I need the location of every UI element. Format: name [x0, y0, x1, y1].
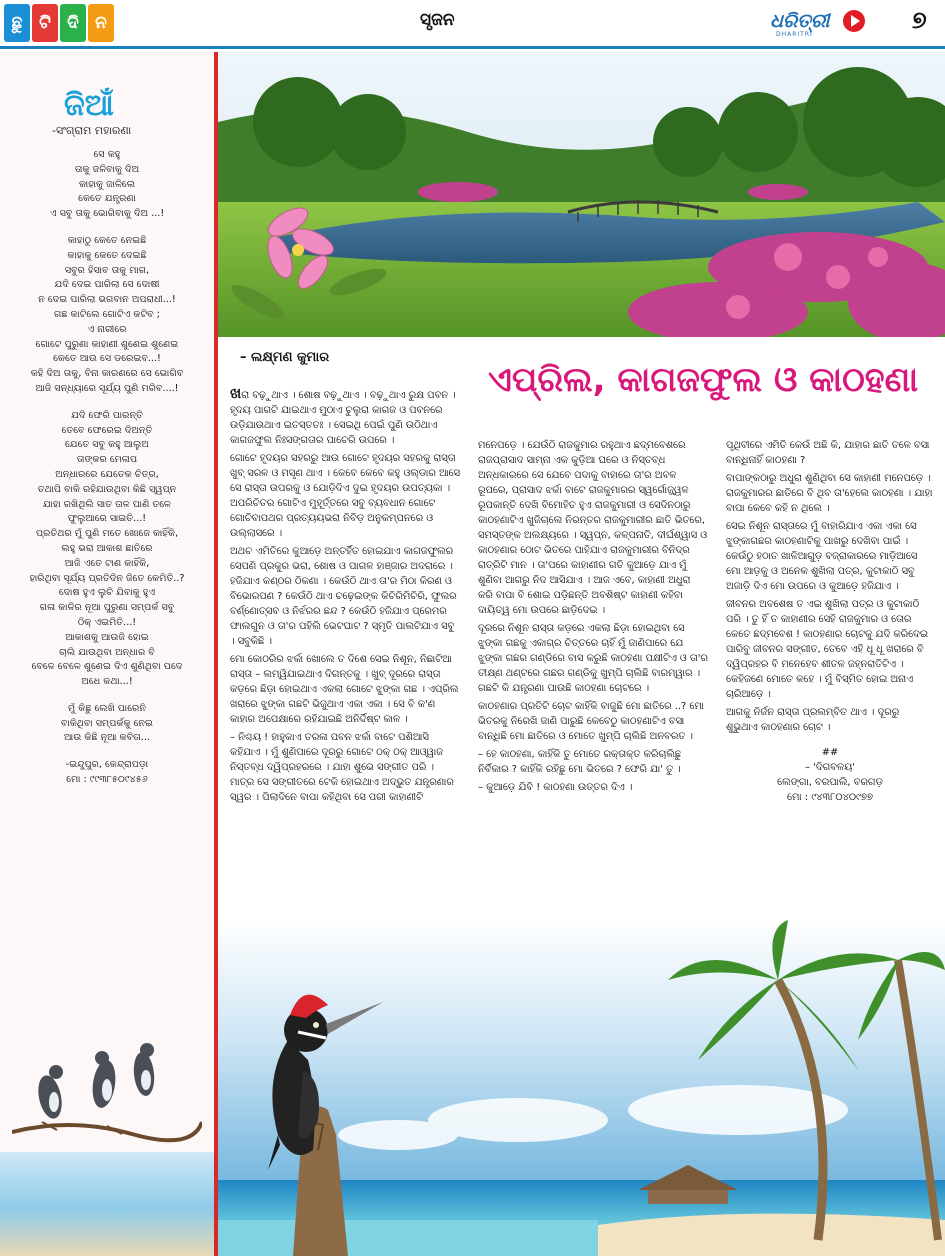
article-paragraph: ପୃଥିବୀରେ ଏମିତି କେଉଁ ଅଛି କି, ଯାହାର ଛାତି ତଳେ ବସା ବାନ୍ଧିନାହିଁ କାଠହଣା ?	[726, 440, 930, 466]
poem-line: ଗୋଟେ ପୁରୁଣା କାହାଣୀ ଶୁଣେଇ ଶୁଣେଇ	[35, 338, 179, 350]
poem-line: ଚାଲି ଯାଉଥିବା ଅନ୍ଧାର ବି	[59, 646, 155, 658]
article-paragraph: ଗୋଟେ ହୃଦୟର ସହରରୁ ଆଉ ଗୋଟେ ହୃଦୟର ସହରକୁ ରାସ୍ତା ଖୁବ୍ ସରଳ ଓ ମସୃଣ ଥାଏ । କେବେ କେବେ କହୁ ଓଲ୍ଡାର ଆସେ ସେ ରାସ୍ତା ଉପରକୁ ଓ ଯୋଡ଼ିଦିଏ ଦୁଇ ହୃଦୟର ଉପତ୍ୟକା । ଅପରିଚିତର ଗୋଟିଏ ମୁହୂର୍ତ୍ତରେ ସବୁ ବ୍ୟବଧାନ ଗୋଟେ ଗୋଚିବାପଥର ପ୍ରତ୍ୟୟଭରା ନିବିଡ଼ ଅନୁକମ୍ପନରେ ଓ ଉଲ୍ଲାସରେ ।	[230, 453, 460, 539]
poem-line: ଆଜି ଏତେ ଟାଣ କାହିଁକି,	[64, 557, 150, 569]
poem-line: କାହାକୁ ଜାଳିଲେ	[78, 178, 136, 190]
logo-letter: ଟି	[32, 4, 58, 42]
poem-line: ସେ କହୁ	[93, 149, 121, 160]
poem-line: ଗଳା କାଳିର ନୂଆ ପୁରୁଣା ସମ୍ପର୍କ ସବୁ	[39, 602, 175, 614]
poem-column	[0, 52, 218, 1256]
poem-line: ବେଳେ ବେଳେ ଶୁଣେଇ ଦିଏ ଶୁଣିଥିବା ପଦେ	[31, 661, 183, 673]
article-paragraph	[230, 386, 460, 448]
article-paragraph: ମୋ କୋଠରିର ଝର୍କା ଖୋଲେ ତ ଦିଶେ ସେଇ ନିଶୂନ, ନିଛାଟିଆ ରାସ୍ତା – ଲମ୍ୱିଯାଇଥାଏ ଦିଗନ୍ତକୁ । ଖୁବ୍ ଦୂରରେ ରାସ୍ତା କଡ଼ରେ ଛିଡ଼ା ହୋଇଥାଏ ଏକଲା ଗୋଟେ ଝୁଙ୍କା ଗଛ । ଏପ୍ରିଲ ଖରାରେ ଝୁଙ୍କା ଗଛଟି ଭିଜୁଥାଏ ଏକା ଏକା । ସେ ବି କ'ଣ କାହାର ଅପେକ୍ଷାରେ ରହିଯାଇଛି ଅନିର୍ଦ୍ଦିଷ୍ଟ କାଳ ।	[230, 654, 459, 725]
article-paragraph: କାଠହଣାର ପ୍ରତିଟି ଚୋଟ କାହିଁକି ବାଜୁଛି ମୋ ଛାତିରେ ..? ମୋ ଭିତରକୁ ନିରେଖି ଜାଣି ପାରୁଛି କେବେଠୁ କାଠହଣାଟିଏ ବସା ବାନ୍ଧିଛି ମୋ ଛାତିରେ ଓ ମୋତେ ଖୁମ୍ପି ଚାଲିଛି ଅନବରତ ।	[478, 701, 704, 742]
poem-line: କେତେ ଆଉ ସେ ଡରେଇବ...!	[53, 353, 161, 365]
poem-line: ସବୁର ହିସାବ ତାକୁ ମାଗ,	[64, 264, 150, 276]
section-mark: ##	[821, 747, 839, 758]
page-number: ୭	[912, 6, 927, 34]
beach-woodpecker-illustration	[218, 920, 945, 1256]
logo-letter: ଛୁ	[4, 4, 30, 42]
poem-line: ଫୁଲୁଆରେ ସାଇତି...!	[67, 513, 147, 525]
poem-line: -ଇନ୍ଦୁପୁର, କେନ୍ଦ୍ରାପଡ଼ା	[65, 759, 149, 771]
poem-title: ଜିଆଁ	[64, 88, 114, 123]
newspaper-name: ଧରିତ୍ରୀ	[770, 10, 830, 32]
author-phone: ମୋ : ୯୪୩୮୦୪୦୯୭୭	[787, 792, 873, 803]
article-paragraph: – କୁଆଡ଼େ ଯିବି ! କାଠହଣା ଉତ୍ତର ଦିଏ ।	[478, 782, 633, 793]
article-paragraph: ଆଗକୁ ନିର୍ଜନ ରାସ୍ତା ପ୍ରଲମ୍ବିତ ଥାଏ । ଦୂରରୁ ଶୁଭୁଥାଏ କାଠହଣାର ଚୋଟ ।	[726, 707, 900, 733]
poem-line: ଆଜି ସନ୍ଧ୍ୟାରେ ସୂର୍ଯ୍ୟ ପୁଣି ମରିବ....!	[35, 382, 179, 394]
article-paragraph: ସେଇ ନିଶୂନ ରାସ୍ତାରେ ମୁଁ ବାହାରିଯାଏ ଏକା ଏକା ସେ ଝୁଙ୍କାଗଛର କାଠହଣାଟିକୁ ପାଖରୁ ଦେଖିବା ପାଇଁ । କେଉଁଠୁ ହଠାତ ଖାଳିଆଗୁଡ଼ ବଜ୍ରାକାରରେ ମାଡ଼ିଆସେ ମୋ ଆଡ଼କୁ ଓ ଅନେକ ଶୁଖିଲା ପତ୍ର, କୁଟାକାଠି ସବୁ ଅଜାଡ଼ି ଦିଏ ମୋ ଉପରେ ଓ କୁଆଡ଼େ ହଜିଯାଏ ।	[726, 521, 918, 592]
poem-line: କାହାଠୁ କେତେ ନେଇଛି	[67, 234, 147, 246]
poem-line: କେତେ ଯନ୍ତ୍ରଣା	[78, 193, 136, 205]
poem-line: ବାକିଥିବା ସମ୍ପର୍କକୁ ନେଇ	[60, 717, 153, 729]
poem-line: ଏ ନାରୀରେ	[87, 323, 127, 335]
poem-line: ଆଉ କିଛି ନୂଆ କବିତା...	[64, 732, 150, 744]
article-paragraph: ବାପାଙ୍କଠାରୁ ଅଧୁରା ଶୁଣିଥିବା ସେ କାହାଣୀ ମନେପଡ଼େ । ରାଜକୁମାରର ଛାତିରେ ବି ଥିବ ତା'ହେଲେ କାଠହଣା । ଯାହା ବାପା କେବେ କହି ନ ଥିଲେ ।	[726, 473, 933, 514]
article-paragraph: – ହେ କାଠହଣା, କାହିଁକି ତୁ ମୋତେ ରକ୍ତାକ୍ତ କରିଚାଲିଛୁ ନିର୍ବିକାର ? କାହିଁକି ରହିଛୁ ମୋ ଭିତରେ ? ଫେରି ଯା' ତୁ ।	[478, 749, 682, 775]
logo-letter: ନ	[88, 4, 114, 42]
poem-line: ତାକୁ ଜଳିବାକୁ ଦିଅ	[74, 163, 140, 175]
poem-line: ଏ ସବୁ ତାକୁ ଭୋଗିବାକୁ ଦିଅ ...!	[49, 208, 165, 220]
header-divider	[0, 46, 945, 49]
article-headline: ଏପ୍ରିଲ, କାଗଜଫୁଲ ଓ କାଠହଣା	[488, 360, 919, 400]
article-paragraph: ଜୀବନର ଅବଶେଷ ତ ଏଇ ଶୁଖିଲା ପତ୍ର ଓ କୁଟାକାଠି ପରି । ତୁ ହିଁ ତ କାହାଣୀର ସେହି ରାଜକୁମାର ଓ ତୋର କେତେ ଛଦ୍ମବେଶ ! କାଠହଣାର ଚୋଟକୁ ଯଦି କରିଦେଇ ପାରିବୁ ଜୀବନର ସଙ୍ଗୀତ, ତେବେ ଏହି ଧୂ ଧୂ ଖରାରେ ବି ଦ୍ୱିପ୍ରହର ବି ମନେହେବ ଶୀତଳ ଜହ୍ନରାତିଟିଏ । କେହିଜଣେ ମୋତେ କହେ । ମୁଁ ବିସ୍ମିତ ହୋଇ ଅନାଏ ଚାରିଆଡ଼େ ।	[726, 599, 929, 700]
poem-line: କହି ଦିଅ ତାକୁ, ବିନା କାରଣରେ ସେ ଭୋଗିବ	[30, 368, 184, 380]
article-column-2	[478, 438, 708, 798]
poem-line: କାହାକୁ କେତେ ଦେଇଛି	[67, 249, 147, 261]
article-byline: – ଲକ୍ଷ୍ମଣ କୁମାର	[240, 350, 330, 365]
page-header	[0, 0, 945, 48]
poem-line: ଯଦି ଦେଇ ପାରିଲା ସେ ଦୋଷୀ	[54, 279, 160, 291]
birds-illustration	[12, 1022, 202, 1152]
section-title: ସୃଜନ	[420, 10, 455, 30]
logo-letter: ଦି	[60, 4, 86, 42]
supplement-logo	[4, 4, 114, 42]
stanza-break	[4, 746, 210, 758]
article-paragraph: – ନିଶ୍ଚୟ ! ହାହୁକାଏ ତରଳା ପବନ ଝର୍କା ବାଟେ ପଶିଆସି କହିଯାଏ । ମୁଁ ଶୁଣିପାରେ ଦୂରରୁ ଗୋଟେ ଠକ୍ ଠକ୍ ଆଓ୍ୱାଜ ନିସ୍ତବ୍ଧ ଦ୍ୱିପ୍ରହରରେ । ଯାହା ଶୁଭେ ସଙ୍ଗୀତ ପରି । ମାତ୍ର ସେ ସଙ୍ଗୀତରେ ଟେକି ହୋଇଥାଏ ଅଦ୍ଭୁତ ଯନ୍ତ୍ରଣାର ସ୍ୱର । ପିଲାଦିନେ ବାପା କହିଥିବା ସେ ପରୀ କାହାଣୀଟି	[230, 732, 454, 803]
poem-line: ତାଙ୍କର ମେଳାପ	[76, 454, 138, 466]
article-column-3	[726, 438, 934, 805]
poem-line: ଯଦି ଫେରି ପାରନ୍ତି	[71, 409, 143, 421]
newspaper-tag: DHARITRI	[776, 31, 813, 38]
drop-cap: ଖ	[230, 384, 242, 402]
poem-line: ହାରିଥିବା ସୂର୍ଯ୍ୟ ପ୍ରତିଦିନ ଜିତେ କେମିତି..?	[29, 572, 185, 584]
play-icon	[843, 10, 865, 32]
poem-body	[4, 148, 210, 788]
newspaper-logo	[770, 8, 866, 38]
poem-line: ଯାହା ରଖିଥିଲି ସାତ ତାଳ ପାଣି ତଳେ	[43, 498, 171, 510]
poem-line: ତେବେ ଫେରେଇ ଦିଅନ୍ତି	[61, 424, 153, 436]
author-name: – 'ଦିଗବଳୟ'	[805, 762, 855, 773]
article-paragraph: ଅଥଚ ଏମିତିରେ କୁଆଡ଼େ ଅନ୍ତର୍ହିତ ହୋଇଯାଏ କାଗଜଫୁଲର ସେପଣି ପ୍ରକୁର ଭରା, ଶୋଷ ଓ ପାଗଳ ହାଞ୍ଜାର ଅଦରାରେ । ହଜିଯାଏ କଣ୍ଠର ଠିକଣା । କେଉଁଠି ଥାଏ ତା'ର ମିଠା କିରଣ ଓ ବିଭୋରପଣ ? କେଉଁଠି ଥାଏ ଚଢ଼େଇଙ୍କ କିଚିରିମିଚିରି, ଫୁଲର ବର୍ଣ୍ଣୋତ୍ସବ ଓ ନିର୍ଝରର ଛନ୍ଦ ? କେଉଁଠି ହଜିଯାଏ ପ୍ରେମର ଫାଲଗୁନ ଓ ତା'ର ପହିଲି ଭେଟଘାଟ ? ସ୍ମୃତି ପାଲଟିଯାଏ ସବୁ । ସବୁକିଛି ।	[230, 546, 457, 647]
poem-line: ଆକାଶକୁ ଆଉଜି ହୋଇ	[65, 631, 149, 643]
poem-line: ମୁଁ କିଛୁ ଲେଖି ପାରେନି	[68, 702, 146, 714]
left-beach-image	[0, 1152, 214, 1256]
poem-line: ଦୋଷ ହୁଏ ଲୁଚି ଯିବାକୁ ହୁଏ	[58, 587, 156, 599]
poem-line: ମୋ : ୯୯୩୮୫୦୯୪୫୬	[66, 774, 148, 786]
article-paragraph: ଦୂରରେ ନିଶୂନ ରାସ୍ତା କଡ଼ରେ ଏକଲା ଛିଡ଼ା ହୋଇଥିବା ସେ ଝୁଙ୍କା ଗଛକୁ ଏକାଗ୍ର ଚିତ୍ତରେ ଚାହିଁ ମୁଁ ଜାଣିପାରେ ଯେ ଝୁଙ୍କା ଗଛର ଗଣ୍ଡିରେ ବାସ କରୁଛି କାଠହଣା ପକ୍ଷୀଟିଏ ଓ ତା'ର ତୀକ୍ଷ୍ଣ ଥଣ୍ଟରେ ଗଛର ଗଣ୍ଡିକୁ ଖୁମ୍ପି ଚାଲିଛି ବାରମ୍ୱାର । ଗଛଟି କି ଯନ୍ତ୍ରଣା ପାଉଛି କାଠହଣା ଚୋଟରେ ।	[478, 623, 708, 694]
poem-line: ତଥାପି ବାକି ରହିଯାଉଥିବା କିଛି ସ୍ୱପ୍ନ	[37, 483, 177, 495]
poem-line: ଲହୁ ଭରା ଆକାଶ ଛାତିରେ	[61, 542, 153, 554]
stanza-break	[4, 222, 210, 234]
poem-line: ଅନ୍ଧାରରେ ଯେତେକ ଚିତ୍ର,	[55, 468, 159, 480]
stanza-break	[4, 397, 210, 409]
landscape-image	[218, 52, 945, 352]
poem-line: ଯେତେ ସବୁ କହୁ ଆଲୁଅ	[64, 439, 150, 451]
paragraph-text: ରା ବଢ଼ୁଥାଏ । ଶୋଷ ବଢ଼ୁଥାଏ । ବଢ଼ୁଥାଏ ରୁକ୍ଷ ପବନ । ହୃଦୟ ପାଗଟି ଯାଇଥାଏ ମୁଠାଏ ଚୁଲୁରା କାଗଜ ଓ ପବନରେ ଉଡ଼ିଯାଉଥାଏ ଇତସ୍ତତଃ । ସେଇଥି ପେଇଁ ପୁଣି ଉଠିଥାଏ କାଗଜଫୁଲ ନିଃସଙ୍ଗତାର ପାଚେରି ଉପରେ ।	[230, 390, 456, 446]
poem-author: -ସଂଗ୍ରାମ ମହାରଣା	[52, 124, 132, 137]
poem-line: ଅଧେ କଥା...!	[81, 676, 133, 688]
author-signoff	[726, 745, 934, 805]
poem-line: ନ ଦେଇ ପାରିଲା ଭଗବାନ ଅପରାଧୀ...!	[38, 294, 176, 306]
poem-line: ଗଛ କାଟିଲେ ଗୋଟିଏ କଟିବ ;	[54, 308, 160, 320]
author-address: ଲେଙ୍ଗା, ବରପାଲି, ବରଗଡ଼	[777, 777, 883, 788]
stanza-break	[4, 690, 210, 702]
poem-line: ଠିକ୍ ଏଇମିତି...!	[77, 616, 137, 628]
poem-line: ପ୍ରତିଥର ମୁଁ ପୁଣି ମତେ ଖୋଜେ କାହିଁକି,	[35, 528, 179, 540]
article-paragraph: ମନେପଡ଼େ । ଯେଉଁଠି ରାଜକୁମାର ରହୁଥାଏ ଛଦ୍ମବେଶରେ ରାଜପ୍ରାସାଦ ସାମ୍ନା ଏକ କୁଡ଼ିଆ ଘରେ ଓ ନିସ୍ତବ୍ଧ ଅନ୍ଧକାରରେ ସେ ଯେବେ ପଦାକୁ ବାହାରେ ତା'ର ଅବଳ ରୂପରେ, ପ୍ରାସାଦ ଝର୍କା ବାଟେ ରାଜକୁମାରର ସ୍ୱର୍ଗୋଜ୍ଜ୍ୱଳ ରୂପକାନ୍ତି ଦେଖି ବିମୋହିତ ହୁଏ ରାଜକୁମାରୀ ଓ ସେଦିନଠାରୁ କାଠହଣାଟିଏ ଖୁଜିଚାଲେ ନିରନ୍ତର ରାଜକୁମାରୀର ଛାତି ଭିତରେ, ସମସ୍ତଙ୍କ ଅଲକ୍ଷ୍ୟରେ । ସ୍ୱପ୍ନ, କଳ୍ପନାତି, ଦୀର୍ଘଶ୍ୱାସ ଓ କାଠହଣାର ଠୋଟ ଭିତରେ ପାହିଯାଏ ରାଜକୁମାରୀର ବିନିଦ୍ର ରାତ୍ରିଟି ମାନ । ତା'ପରେ କାହାଣୀର ଗତି କୁଆଡ଼େ ଯାଏ ମୁଁ ଶୁଣିବା ଆଗରୁ ନିଦ ଆସିଯାଏ । ଆଜ ଏବେ, କାହାଣୀ ଅଧୁରା କରି ବାପା ବି ଶୋଇ ପଡ଼ିଛନ୍ତି ଅବଶିଷ୍ଟ କାହାଣୀ କହିବା ଦାୟିତ୍ୱ ମୋ ଉପରେ ଛାଡ଼ିଦେଇ ।	[478, 440, 708, 616]
article-column-1	[230, 386, 460, 808]
